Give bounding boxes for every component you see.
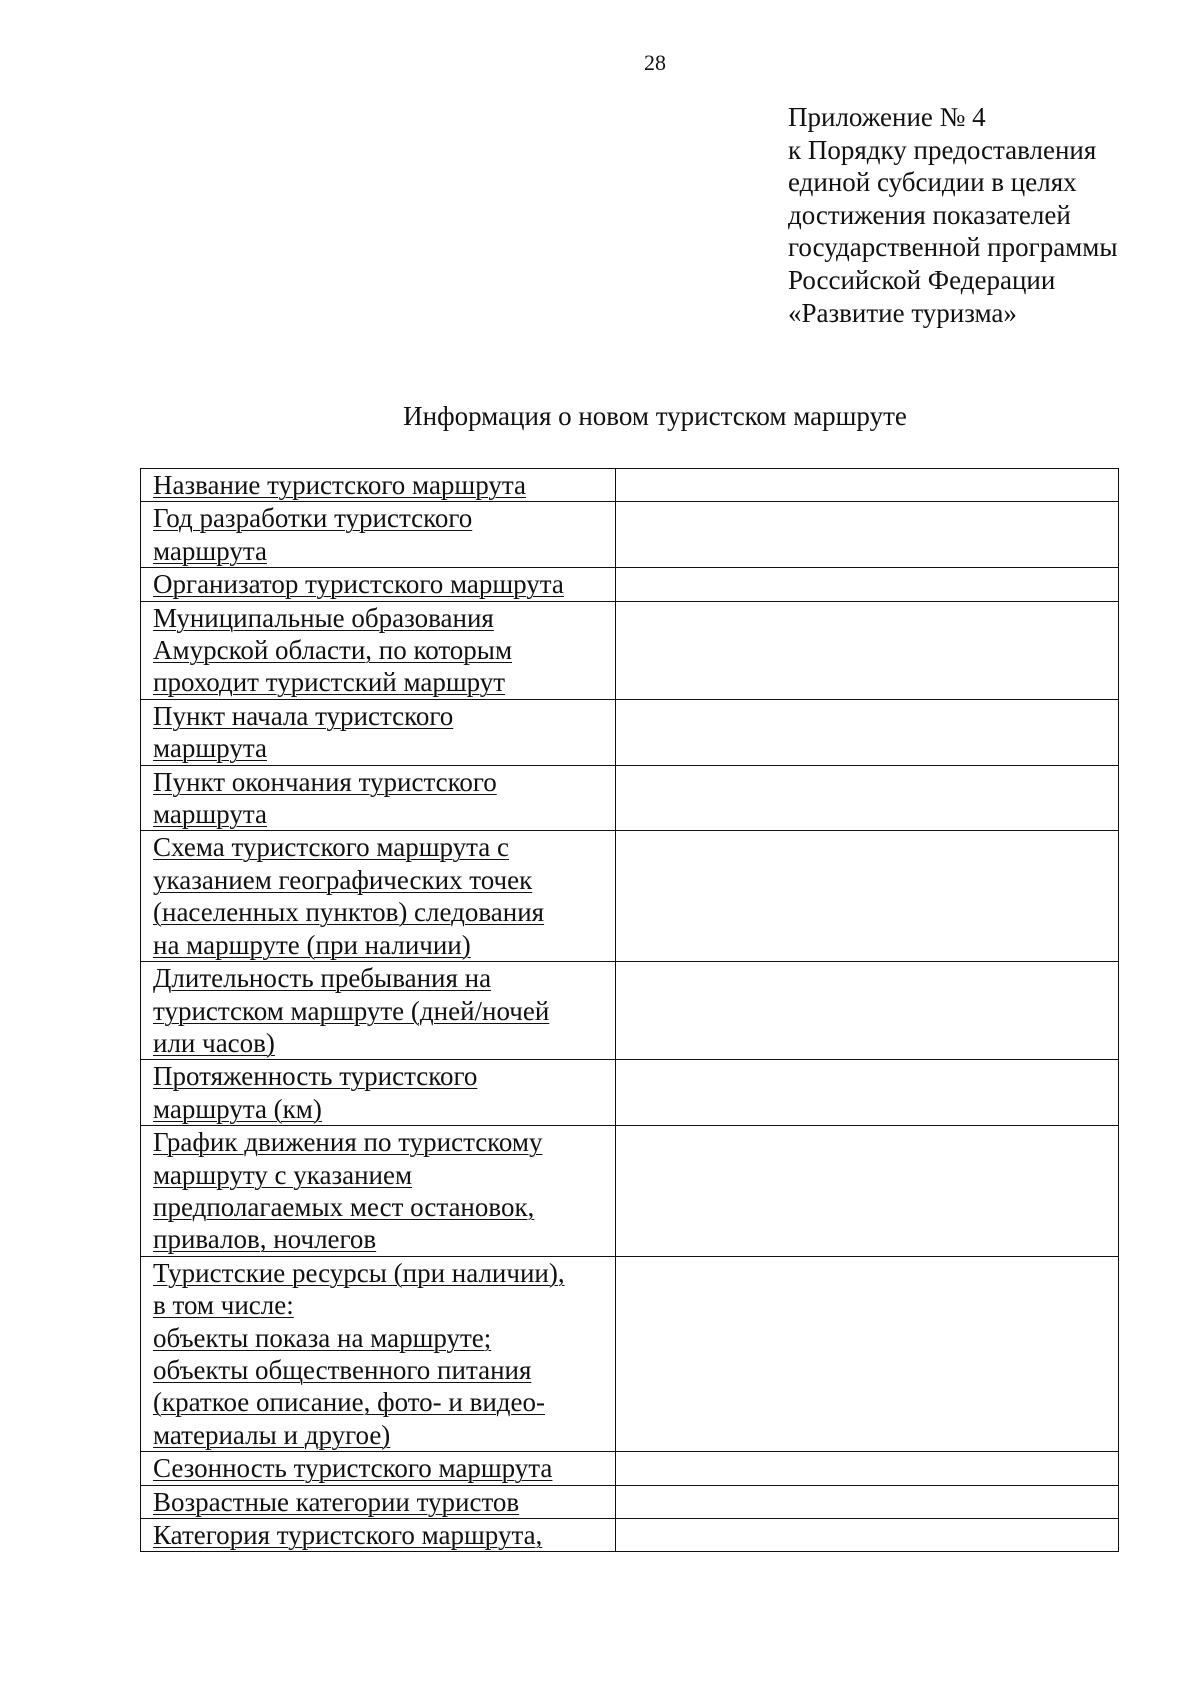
- row-value-cell[interactable]: [616, 699, 1119, 765]
- row-label-line: Схема туристского маршрута с: [153, 832, 510, 863]
- row-label-cell: [141, 469, 616, 502]
- document-title: Информация о новом туристском маршруте: [403, 401, 907, 431]
- row-label-line: Амурской области, по которым: [153, 635, 513, 666]
- table-row: [141, 699, 1119, 765]
- appendix-line: государственной программы: [788, 232, 1118, 263]
- table-row: [141, 1060, 1119, 1126]
- row-label-line: объекты показа на маршруте;: [153, 1322, 492, 1353]
- row-label-cell: [141, 502, 616, 568]
- page-number: 28: [644, 50, 666, 75]
- table-body: [141, 469, 1119, 1552]
- row-value-cell[interactable]: [616, 962, 1119, 1060]
- row-label-line: материалы и другое): [153, 1419, 391, 1450]
- appendix-line: «Развитие туризма»: [788, 297, 1017, 328]
- table-row: [141, 1485, 1119, 1518]
- row-label-line: Возрастные категории туристов: [153, 1486, 520, 1517]
- appendix-header: [788, 101, 1188, 329]
- row-label-line: маршрута: [153, 799, 267, 830]
- row-value-cell[interactable]: [616, 502, 1119, 568]
- row-label-line: маршруту с указанием: [153, 1159, 413, 1190]
- row-label-cell: [141, 1256, 616, 1451]
- row-label-cell: [141, 1452, 616, 1485]
- row-label-line: (краткое описание, фото- и видео-: [153, 1387, 546, 1418]
- row-value-cell[interactable]: [616, 1452, 1119, 1485]
- row-value-cell[interactable]: [616, 601, 1119, 699]
- row-label-line: проходит туристский маршрут: [153, 667, 506, 698]
- table-row: [141, 1452, 1119, 1485]
- row-label-line: Сезонность туристского маршрута: [153, 1453, 553, 1484]
- row-label-line: Пункт окончания туристского: [153, 766, 497, 797]
- appendix-line: единой субсидии в целях: [788, 167, 1077, 198]
- row-label-line: Длительность пребывания на: [153, 963, 492, 994]
- row-label-line: Протяженность туристского: [153, 1061, 478, 1092]
- row-label-line: Год разработки туристского: [153, 503, 473, 534]
- row-label-line: Туристские ресурсы (при наличии),: [153, 1257, 565, 1288]
- row-value-cell[interactable]: [616, 568, 1119, 601]
- table-row: [141, 502, 1119, 568]
- row-value-cell[interactable]: [616, 1256, 1119, 1451]
- row-label-cell: [141, 765, 616, 831]
- row-label-line: маршрута (км): [153, 1093, 322, 1124]
- row-label-line: предполагаемых мест остановок,: [153, 1191, 535, 1222]
- row-label-line: в том числе:: [153, 1290, 294, 1321]
- row-label-line: (населенных пунктов) следования: [153, 897, 545, 928]
- table-row: [141, 765, 1119, 831]
- route-info-table: [140, 468, 1119, 1552]
- row-label-cell: [141, 831, 616, 962]
- table-row: [141, 601, 1119, 699]
- table-row: [141, 1126, 1119, 1257]
- row-value-cell[interactable]: [616, 1126, 1119, 1257]
- row-value-cell[interactable]: [616, 1060, 1119, 1126]
- row-label-line: маршрута: [153, 535, 267, 566]
- row-label-cell: [141, 699, 616, 765]
- table-row: [141, 831, 1119, 962]
- table-row: [141, 1256, 1119, 1451]
- row-value-cell[interactable]: [616, 1485, 1119, 1518]
- row-label-cell: [141, 1126, 616, 1257]
- row-label-line: или часов): [153, 1027, 275, 1058]
- row-value-cell[interactable]: [616, 469, 1119, 502]
- appendix-line: Приложение № 4: [788, 102, 986, 132]
- row-label-line: на маршруте (при наличии): [153, 929, 471, 960]
- appendix-line: к Порядку предоставления: [788, 134, 1097, 165]
- row-label-cell: [141, 962, 616, 1060]
- table-row: [141, 1519, 1119, 1552]
- row-label-cell: [141, 1485, 616, 1518]
- appendix-line: Российской Федерации: [788, 264, 1056, 295]
- row-label-cell: [141, 1519, 616, 1552]
- row-value-cell[interactable]: [616, 1519, 1119, 1552]
- row-label-cell: [141, 568, 616, 601]
- row-label-line: Пункт начала туристского: [153, 700, 454, 731]
- row-label-line: График движения по туристскому: [153, 1127, 543, 1158]
- row-label-cell: [141, 1060, 616, 1126]
- table-row: [141, 568, 1119, 601]
- table-row: [141, 469, 1119, 502]
- row-label-line: объекты общественного питания: [153, 1354, 532, 1385]
- table-row: [141, 962, 1119, 1060]
- row-value-cell[interactable]: [616, 765, 1119, 831]
- row-label-line: Организатор туристского маршрута: [153, 569, 564, 600]
- row-label-line: Муниципальные образования: [153, 602, 494, 633]
- row-label-line: Категория туристского маршрута,: [153, 1520, 543, 1550]
- row-label-cell: [141, 601, 616, 699]
- row-value-cell[interactable]: [616, 831, 1119, 962]
- row-label-line: туристском маршруте (дней/ночей: [153, 995, 550, 1026]
- row-label-line: Название туристского маршрута: [153, 470, 526, 500]
- row-label-line: указанием географических точек: [153, 864, 533, 895]
- row-label-line: маршрута: [153, 733, 267, 764]
- row-label-line: привалов, ночлегов: [153, 1224, 377, 1255]
- appendix-line: достижения показателей: [788, 199, 1071, 230]
